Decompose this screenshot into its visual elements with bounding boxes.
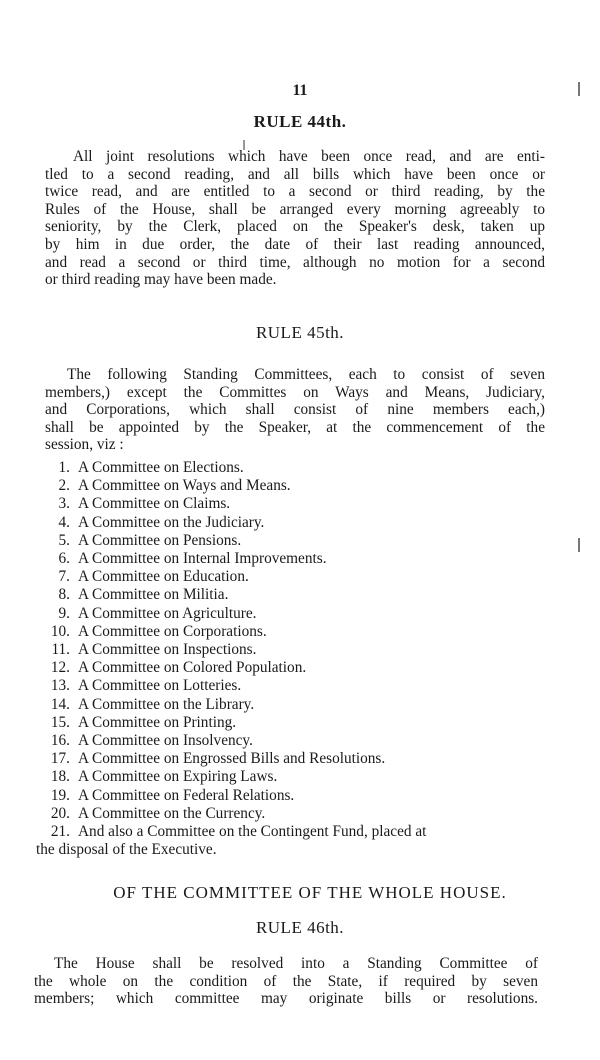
rule-46-heading: RULE 46th. bbox=[255, 918, 345, 937]
list-item bbox=[36, 768, 556, 786]
text-line: session, viz : bbox=[45, 436, 124, 454]
text-line: or third reading may have been made. bbox=[45, 271, 277, 289]
list-item bbox=[36, 568, 556, 586]
item-number: 16. bbox=[50, 732, 70, 750]
item-number: 3. bbox=[58, 495, 70, 513]
item-number: 9. bbox=[58, 604, 70, 622]
item-number: 2. bbox=[58, 477, 70, 495]
list-item bbox=[36, 459, 556, 477]
list-item bbox=[36, 823, 556, 841]
list-item bbox=[36, 550, 556, 568]
list-item bbox=[36, 732, 556, 750]
text-line: shall be appointed by the Speaker, at the commencement of the bbox=[45, 418, 545, 436]
item-text: A Committee on Colored Population. bbox=[78, 659, 307, 677]
text-line: seniority, by the Clerk, placed on the Speaker's desk, taken up bbox=[45, 218, 545, 236]
list-item-continuation: the disposal of the Executive. bbox=[36, 841, 217, 859]
text-line: The House shall be resolved into a Standing Committee of bbox=[54, 955, 538, 972]
item-number: 7. bbox=[58, 568, 70, 586]
item-number: 10. bbox=[50, 622, 70, 640]
item-text: A Committee on Federal Relations. bbox=[78, 786, 295, 804]
text-line: members; which committee may originate bills or resolutions. bbox=[34, 990, 538, 1008]
list-item bbox=[36, 532, 556, 550]
item-number: 12. bbox=[50, 659, 70, 677]
rule-45-text bbox=[45, 366, 545, 454]
item-text: A Committee on Elections. bbox=[78, 459, 244, 476]
text-line: tled to a second reading, and all bills which have been once or bbox=[45, 165, 545, 183]
item-text: A Committee on Corporations. bbox=[78, 622, 267, 640]
item-number: 20. bbox=[50, 804, 70, 822]
list-item bbox=[36, 514, 556, 532]
rule-45-heading: RULE 45th. bbox=[255, 323, 345, 342]
list-item bbox=[36, 805, 556, 823]
item-text: A Committee on Insolvency. bbox=[78, 732, 253, 750]
text-line: All joint resolutions which have been once read, and are enti- bbox=[73, 148, 545, 165]
item-text: A Committee on Pensions. bbox=[78, 531, 242, 549]
list-item bbox=[36, 477, 556, 495]
committee-list bbox=[36, 459, 556, 859]
list-item bbox=[36, 586, 556, 604]
item-text: A Committee on Agriculture. bbox=[78, 604, 257, 622]
item-number: 4. bbox=[58, 513, 70, 531]
item-number: 18. bbox=[50, 768, 70, 786]
page-number: 11 bbox=[292, 82, 308, 99]
list-item bbox=[36, 714, 556, 732]
item-text: A Committee on the Judiciary. bbox=[78, 513, 265, 531]
list-item bbox=[36, 787, 556, 805]
list-item bbox=[36, 677, 556, 695]
list-item bbox=[36, 605, 556, 623]
item-number: 19. bbox=[50, 786, 70, 804]
list-item bbox=[36, 750, 556, 768]
list-item bbox=[36, 641, 556, 659]
list-item bbox=[36, 659, 556, 677]
item-number: 14. bbox=[50, 695, 70, 713]
text-line: and Corporations, which shall consist of nine members each,) bbox=[45, 401, 545, 419]
item-text: A Committee on the Library. bbox=[78, 695, 255, 713]
item-text: A Committee on Ways and Means. bbox=[78, 477, 291, 495]
item-text: A Committee on Inspections. bbox=[78, 641, 257, 659]
item-number: 1. bbox=[58, 459, 70, 476]
text-line: members,) except the Committes on Ways and Means, Judiciary, bbox=[45, 383, 545, 401]
item-text: A Committee on Militia. bbox=[78, 586, 229, 604]
item-text: A Committee on Expiring Laws. bbox=[78, 768, 278, 786]
item-text: A Committee on Printing. bbox=[78, 713, 237, 731]
item-number: 5. bbox=[58, 531, 70, 549]
item-text: A Committee on Claims. bbox=[78, 495, 231, 513]
item-number: 15. bbox=[50, 713, 70, 731]
list-item bbox=[36, 696, 556, 714]
item-number: 11. bbox=[51, 641, 70, 659]
item-text: A Committee on Lotteries. bbox=[78, 677, 242, 695]
section-heading: OF THE COMMITTEE OF THE WHOLE HOUSE. bbox=[113, 883, 507, 902]
item-text: A Committee on Internal Improvements. bbox=[78, 550, 327, 568]
item-text: A Committee on the Currency. bbox=[78, 804, 266, 822]
item-number: 17. bbox=[50, 750, 70, 768]
text-line: and read a second or third time, although no motion for a second bbox=[45, 253, 545, 271]
list-item bbox=[36, 623, 556, 641]
scan-mark bbox=[578, 538, 580, 552]
item-number: 8. bbox=[58, 586, 70, 604]
text-line: The following Standing Committees, each to consist of seven bbox=[67, 366, 545, 383]
text-line: twice read, and are entitled to a second or third reading, by the bbox=[45, 183, 545, 201]
list-item bbox=[36, 495, 556, 513]
item-text: A Committee on Engrossed Bills and Resolutions. bbox=[78, 750, 386, 768]
item-number: 21. bbox=[50, 823, 70, 841]
item-text: And also a Committee on the Contingent Fund, placed at bbox=[78, 823, 427, 841]
text-line: Rules of the House, shall be arranged every morning agreeably to bbox=[45, 200, 545, 218]
item-number: 6. bbox=[58, 550, 70, 568]
rule-44-heading: RULE 44th. bbox=[253, 112, 347, 131]
rule-44-text bbox=[45, 148, 545, 289]
text-line: by him in due order, the date of their last reading announced, bbox=[45, 235, 545, 253]
rule-46-text bbox=[34, 955, 538, 1008]
item-number: 13. bbox=[50, 677, 70, 695]
text-line: the whole on the condition of the State, if required by seven bbox=[34, 972, 538, 990]
item-text: A Committee on Education. bbox=[78, 568, 249, 586]
